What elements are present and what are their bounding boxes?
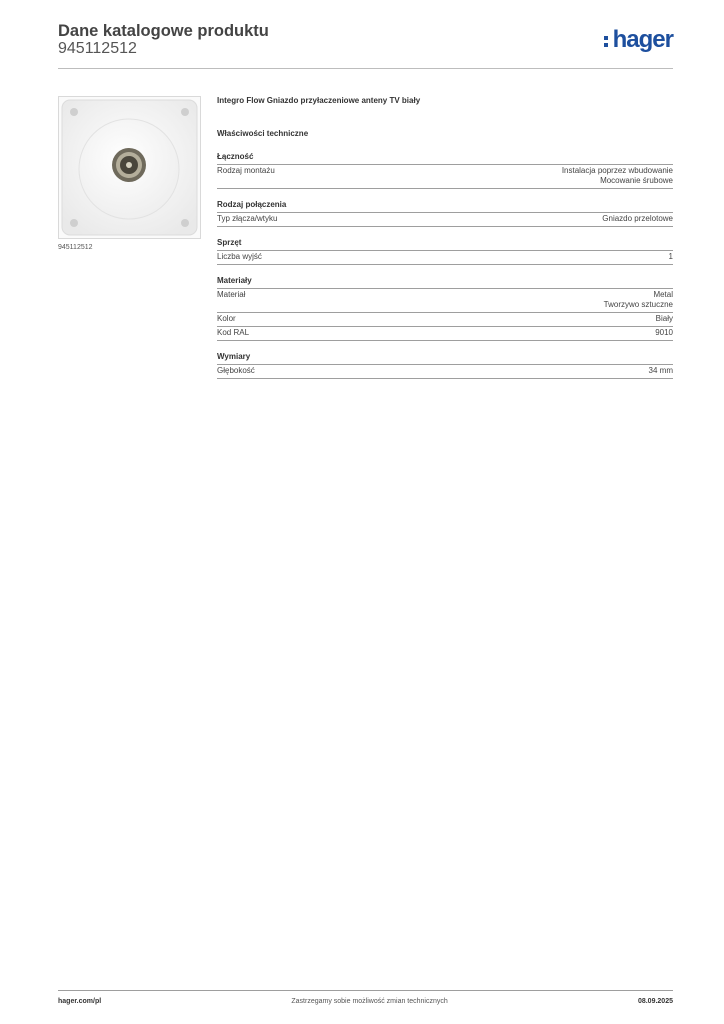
spec-value: 9010 xyxy=(655,328,673,337)
spec-value: Mocowanie śrubowe xyxy=(600,176,673,185)
spec-values xyxy=(562,166,673,186)
spec-label: Liczba wyjść xyxy=(217,252,262,261)
spec-values xyxy=(655,328,673,338)
spec-values xyxy=(669,252,673,262)
section-title: Materiały xyxy=(217,276,673,289)
image-caption: 945112512 xyxy=(58,244,93,251)
logo-mark-icon xyxy=(604,32,611,48)
hager-logo[interactable] xyxy=(604,28,673,52)
section-title: Sprzęt xyxy=(217,238,673,251)
spec-values xyxy=(656,314,673,324)
page-header xyxy=(58,22,673,69)
spec-value: Tworzywo sztuczne xyxy=(603,300,673,309)
product-image xyxy=(58,96,201,239)
spec-row xyxy=(217,289,673,313)
spec-values xyxy=(604,290,673,310)
spec-section xyxy=(217,238,673,265)
spec-value: 34 mm xyxy=(648,366,673,375)
spec-label: Materiał xyxy=(217,290,246,299)
logo-text: hager xyxy=(612,26,673,53)
product-data xyxy=(217,96,673,379)
spec-row xyxy=(217,327,673,341)
spec-value: Biały xyxy=(655,314,673,323)
spec-label: Kolor xyxy=(217,314,236,323)
page-footer xyxy=(58,990,673,1005)
footer-website-link[interactable]: hager.com/pl xyxy=(58,998,102,1005)
spec-heading: Właściwości techniczne xyxy=(217,129,309,138)
footer-notice: Zastrzegamy sobie możliwość zmian technicznych xyxy=(291,998,448,1005)
spec-row xyxy=(217,165,673,189)
spec-section xyxy=(217,200,673,227)
spec-section xyxy=(217,352,673,379)
spec-label: Kod RAL xyxy=(217,328,250,337)
spec-values xyxy=(602,214,673,224)
section-title: Rodzaj połączenia xyxy=(217,200,673,213)
spec-label: Typ złącza/wtyku xyxy=(217,214,278,223)
spec-values xyxy=(649,366,673,376)
spec-value: 1 xyxy=(668,252,673,261)
spec-value: Instalacja poprzez wbudowanie xyxy=(561,166,673,175)
tv-socket-image xyxy=(59,97,200,238)
section-title: Wymiary xyxy=(217,352,673,365)
spec-value: Gniazdo przelotowe xyxy=(602,214,673,223)
spec-label: Głębokość xyxy=(217,366,255,375)
page-title: Dane katalogowe produktu xyxy=(58,22,269,40)
spec-row xyxy=(217,251,673,265)
spec-section xyxy=(217,276,673,341)
section-title: Łączność xyxy=(217,152,673,165)
spec-row xyxy=(217,213,673,227)
spec-value: Metal xyxy=(653,290,673,299)
spec-label: Rodzaj montażu xyxy=(217,166,275,175)
spec-row xyxy=(217,365,673,379)
spec-sections xyxy=(217,152,673,379)
product-name: Integro Flow Gniazdo przyłaczeniowe anteny TV biały xyxy=(217,96,421,105)
spec-section xyxy=(217,152,673,189)
footer-date: 08.09.2025 xyxy=(637,998,673,1005)
product-code: 945112512 xyxy=(58,40,137,57)
spec-row xyxy=(217,313,673,327)
